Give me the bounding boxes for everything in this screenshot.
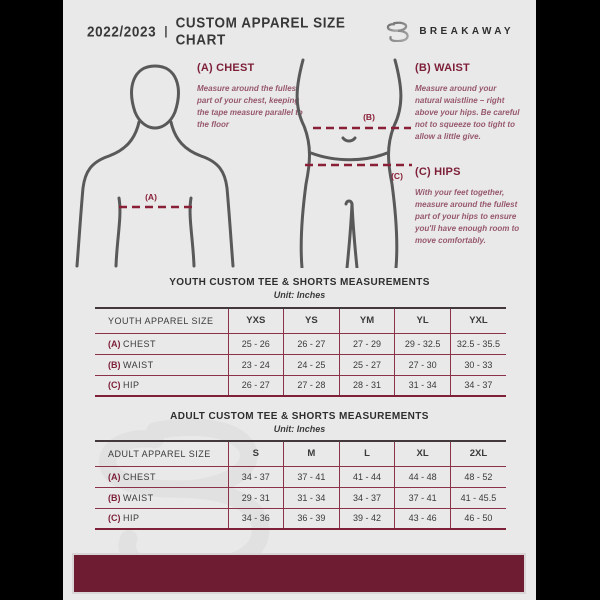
table-cell: 41 - 44: [339, 466, 395, 487]
table-cell: 31 - 34: [395, 375, 451, 396]
table-cell: 34 - 36: [228, 508, 284, 529]
table-cell: 48 - 52: [450, 466, 506, 487]
table-cell: 43 - 46: [395, 508, 451, 529]
chest-heading: (A) CHEST: [197, 62, 255, 74]
adult-table-header-row: [95, 441, 506, 466]
table-cell: 34 - 37: [228, 466, 284, 487]
adult-chest-label: [95, 466, 228, 487]
row-key: (C): [108, 513, 121, 524]
hips-measurement-info: [415, 166, 525, 247]
table-cell: 29 - 32.5: [395, 333, 451, 354]
youth-header-yxl: YXL: [450, 308, 506, 333]
pillarbox-right: [536, 0, 600, 600]
youth-table-title: YOUTH CUSTOM TEE & SHORTS MEASUREMENTS: [169, 277, 430, 288]
table-cell: 37 - 41: [395, 487, 451, 508]
adult-hip-row: [95, 508, 506, 529]
youth-chest-row: [95, 333, 506, 354]
row-key: (B): [108, 359, 121, 370]
brand-group: [385, 21, 514, 42]
table-cell: 26 - 27: [228, 375, 284, 396]
hips-description: With your feet together, measure around the fullest part of your hips to ensure you'll have enough room to move comfortably.: [415, 188, 520, 245]
youth-waist-label: [95, 354, 228, 375]
size-chart-page: [63, 0, 536, 600]
youth-chest-label: [95, 333, 228, 354]
youth-waist-row: [95, 354, 506, 375]
breakaway-b-logo-icon: [385, 21, 412, 42]
table-cell: 44 - 48: [395, 466, 451, 487]
table-cell: 34 - 37: [450, 375, 506, 396]
row-label: CHEST: [123, 338, 157, 349]
adult-header-m: M: [284, 441, 340, 466]
row-key: (A): [108, 471, 121, 482]
waist-description: Measure around your natural waistline – right above your hips. Be careful not to squeeze too tight to allow a little give.: [415, 84, 520, 141]
adult-hip-label: [95, 508, 228, 529]
adult-chest-row: [95, 466, 506, 487]
page-title: CUSTOM APPAREL SIZE CHART: [175, 14, 346, 48]
header-separator: |: [164, 24, 168, 38]
adult-header-s: S: [228, 441, 284, 466]
table-cell: 41 - 45.5: [450, 487, 506, 508]
youth-hip-row: [95, 375, 506, 396]
pillarbox-left: [0, 0, 63, 600]
table-cell: 46 - 50: [450, 508, 506, 529]
table-cell: 24 - 25: [284, 354, 340, 375]
table-cell: 27 - 28: [284, 375, 340, 396]
table-cell: 25 - 27: [339, 354, 395, 375]
hips-line-label: (C): [391, 171, 403, 181]
figure-hip-curve: [311, 153, 387, 160]
adult-waist-row: [95, 487, 506, 508]
youth-hip-label: [95, 375, 228, 396]
table-cell: 32.5 - 35.5: [450, 333, 506, 354]
youth-header-label: YOUTH APPAREL SIZE: [108, 315, 214, 326]
header: [87, 14, 514, 48]
figure-right-shoulder-arm: [171, 122, 233, 266]
table-cell: 36 - 39: [284, 508, 340, 529]
chest-line-label: (A): [145, 192, 157, 202]
footer-accent-bar: [72, 553, 526, 594]
youth-header-ym: YM: [339, 308, 395, 333]
table-cell: 25 - 26: [228, 333, 284, 354]
table-cell: 26 - 27: [284, 333, 340, 354]
adult-table-title: ADULT CUSTOM TEE & SHORTS MEASUREMENTS: [170, 411, 429, 422]
header-title-group: [87, 16, 385, 46]
waist-heading: (B) WAIST: [415, 62, 470, 74]
adult-header-l: L: [339, 441, 395, 466]
row-label: HIP: [123, 380, 140, 391]
youth-header-yl: YL: [395, 308, 451, 333]
row-key: (B): [108, 492, 121, 503]
row-key: (A): [108, 338, 121, 349]
row-label: HIP: [123, 513, 140, 524]
youth-table-unit: Unit: Inches: [273, 290, 326, 300]
waist-measurement-info: [415, 62, 525, 143]
youth-size-table: [95, 307, 506, 397]
row-key: (C): [108, 380, 121, 391]
adult-size-table: [95, 440, 506, 530]
chest-description: Measure around the fullest part of your chest, keeping the tape measure parallel to the floor: [197, 84, 303, 129]
row-label: CHEST: [123, 471, 157, 482]
adult-waist-label: [95, 487, 228, 508]
waist-line-label: (B): [363, 112, 375, 122]
lower-body-figure: [283, 58, 415, 268]
figure-navel: [343, 138, 355, 141]
table-cell: 27 - 30: [395, 354, 451, 375]
table-cell: 31 - 34: [284, 487, 340, 508]
adult-header-label: ADULT APPAREL SIZE: [108, 448, 211, 459]
figure-left-shoulder-arm: [77, 122, 139, 266]
brand-name: BREAKAWAY: [419, 25, 514, 37]
table-cell: 37 - 41: [284, 466, 340, 487]
table-cell: 29 - 31: [228, 487, 284, 508]
youth-table-header-row: [95, 308, 506, 333]
adult-header-xl: XL: [395, 441, 451, 466]
youth-header-ys: YS: [284, 308, 340, 333]
figure-head-outline: [132, 66, 179, 128]
season-year: 2022/2023: [87, 22, 157, 40]
table-cell: 23 - 24: [228, 354, 284, 375]
youth-header-yxs: YXS: [228, 308, 284, 333]
adult-table-unit: Unit: Inches: [273, 424, 326, 434]
table-cell: 30 - 33: [450, 354, 506, 375]
table-cell: 39 - 42: [339, 508, 395, 529]
hips-heading: (C) HIPS: [415, 166, 461, 178]
table-cell: 27 - 29: [339, 333, 395, 354]
adult-header-2xl: 2XL: [450, 441, 506, 466]
table-cell: 28 - 31: [339, 375, 395, 396]
table-cell: 34 - 37: [339, 487, 395, 508]
row-label: WAIST: [123, 359, 154, 370]
figure-right-inner-leg: [352, 204, 357, 268]
row-label: WAIST: [123, 492, 154, 503]
